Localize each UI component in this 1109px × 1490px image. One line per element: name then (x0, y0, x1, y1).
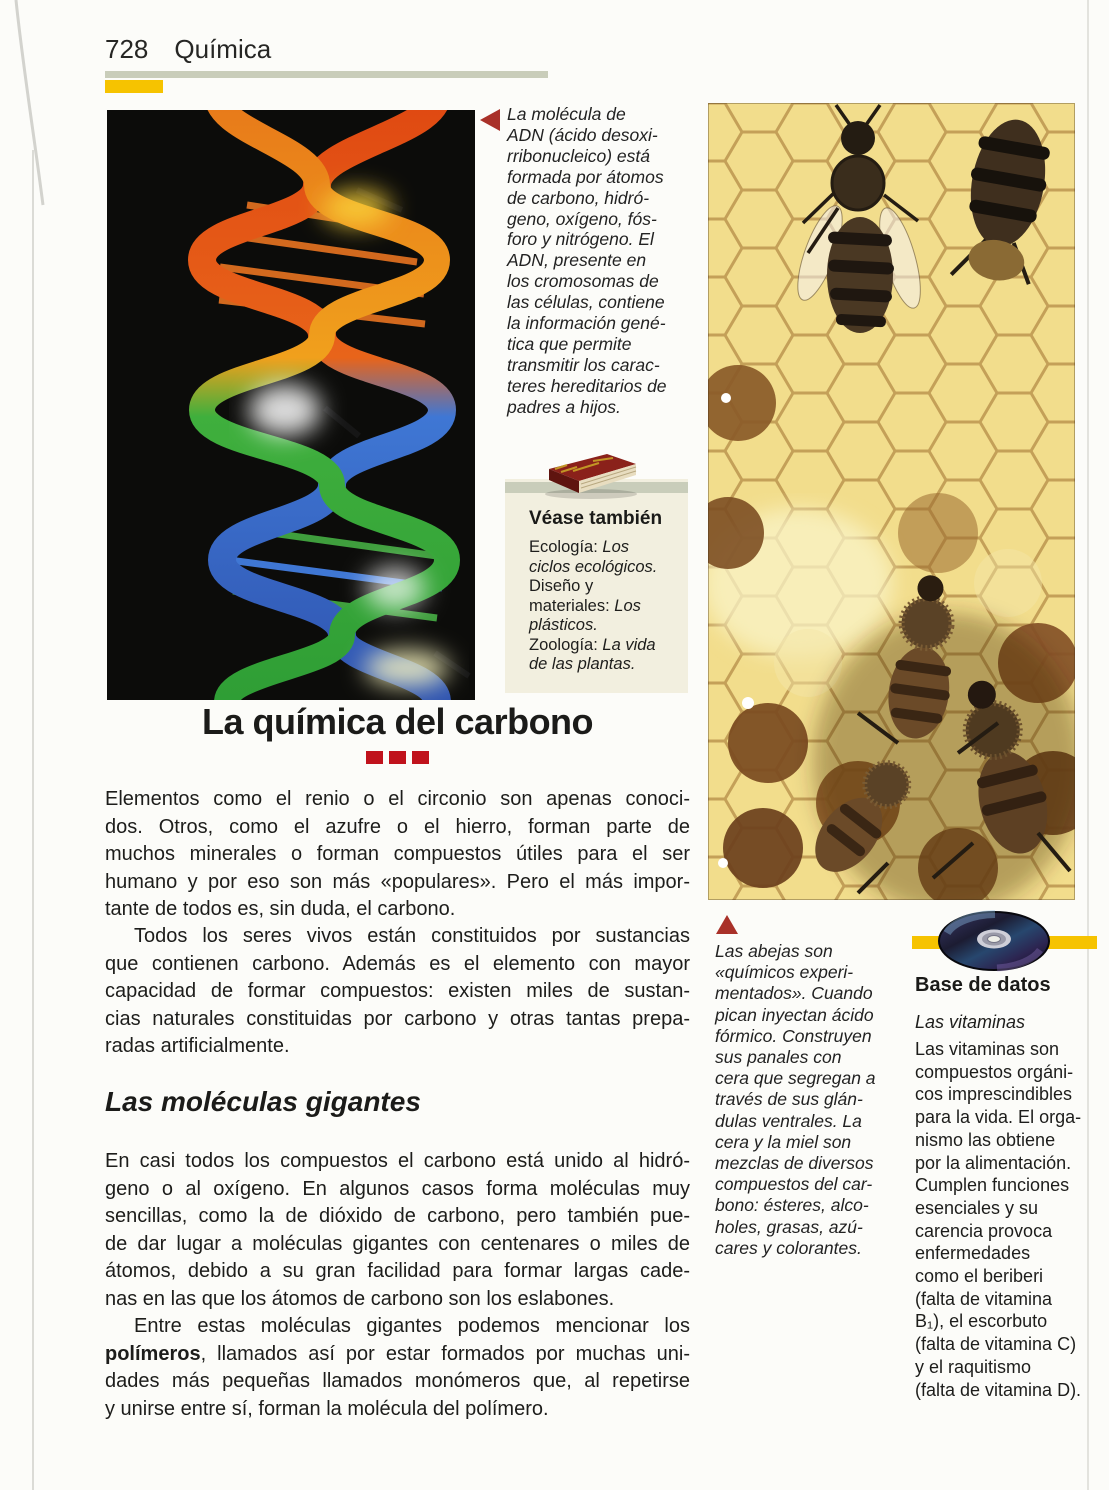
dna-photo-caption (507, 104, 717, 418)
book-icon (533, 447, 649, 501)
caption-arrow-left-icon (480, 109, 500, 131)
see-also-title: Véase también (529, 508, 663, 529)
text-line: radas artificialmente. (105, 1035, 290, 1057)
text-line: pican inyectan ácido (715, 1004, 874, 1025)
bold-term: polímeros (105, 1342, 201, 1365)
text-line: Elementos como el renio o el circonio son apenas conoci- (105, 788, 690, 810)
text-line: y el raquitismo (915, 1356, 1032, 1377)
text-line: tica que permite (507, 333, 632, 354)
database-title: Base de datos (915, 974, 1051, 996)
see-also-line: plásticos. (529, 616, 598, 634)
text-line: B₁), el escorbuto (915, 1311, 1048, 1332)
text-line: rribonucleico) está (507, 145, 650, 166)
text-line: como el beriberi (915, 1266, 1044, 1287)
see-also-line: de las plantas. (529, 655, 636, 673)
text-line: transmitir los carac- (507, 354, 660, 375)
text-line: compuestos orgáni- (915, 1061, 1074, 1082)
text-line: capacidad de formar compuestos: existen miles de sustan- (105, 980, 690, 1002)
text-line: bono: ésteres, alco- (715, 1195, 869, 1216)
text-line: través de sus glán- (715, 1089, 863, 1110)
text-line: las células, contiene (507, 292, 665, 313)
text-line: y unirse entre sí, forman la molécula del polímero. (105, 1397, 549, 1420)
text-line: teres hereditarios de (507, 375, 667, 396)
paragraph-2 (105, 923, 690, 1061)
dna-molecule-photo (107, 110, 475, 700)
red-square (412, 751, 429, 764)
text-line: de dar lugar a moléculas gigantes con centenares o miles de (105, 1232, 690, 1255)
see-also-line: Ecología: Los (529, 538, 629, 556)
text-line: muchos minerales o forman compuestos útiles para el ser (105, 843, 690, 865)
title-ornament (105, 751, 690, 764)
text-line: sus panales con (715, 1047, 842, 1068)
bee-photo-caption (715, 941, 925, 1259)
text-line: los cromosomas de (507, 271, 659, 292)
text-line: padres a hijos. (507, 396, 621, 417)
text-line: dos. Otros, como el azufre o el hierro, forman parte de (105, 815, 690, 838)
text-line: esenciales y su (915, 1197, 1039, 1218)
cd-icon (935, 908, 1053, 974)
text-line: (falta de vitamina C) (915, 1334, 1077, 1355)
paragraph-3 (105, 1148, 690, 1313)
text-line: holes, grasas, azú- (715, 1216, 863, 1237)
caption-arrow-up-icon (716, 915, 738, 934)
see-also-line: Zoología: La vida (529, 635, 656, 654)
text-line: foro y nitrógeno. El (507, 229, 654, 250)
text-line: La molécula de (507, 104, 626, 124)
text-line: enfermedades (915, 1243, 1031, 1264)
text-line: que contienen carbono. Además es el elemento con mayor (105, 952, 690, 975)
text-line: polímeros, llamados así por estar formados por muchas uni- (105, 1342, 690, 1365)
text-line: carencia provoca (915, 1220, 1053, 1241)
page-curl-artifact (0, 0, 60, 210)
text-line: cares y colorantes. (715, 1237, 862, 1258)
header-yellow-accent (105, 80, 163, 93)
paragraph-4 (105, 1313, 690, 1423)
text-line: nas en las que los átomos de carbono son los eslabones. (105, 1287, 615, 1310)
database-subtitle: Las vitaminas (915, 1012, 1026, 1032)
text-line: tante de todos es, sin duda, el carbono. (105, 898, 456, 920)
page-number: 728 (105, 34, 149, 64)
text-line: fórmico. Construyen (715, 1025, 872, 1046)
text-line: «químicos experi- (715, 962, 854, 983)
text-line: sencillas, como la de dióxido de carbono, pero también pue- (105, 1205, 690, 1227)
text-line: la información gené- (507, 313, 666, 334)
text-line: Cumplen funciones (915, 1175, 1070, 1196)
red-square (366, 751, 383, 764)
text-line: de carbono, hidró- (507, 187, 650, 208)
text-line: (falta de vitamina (915, 1288, 1053, 1309)
bees-honeycomb-photo (708, 103, 1075, 900)
see-also-line: materiales: Los (529, 596, 641, 615)
see-also-list (529, 538, 699, 675)
database-text (915, 1038, 1109, 1401)
text-line: formada por átomos (507, 166, 664, 187)
text-line: humano y por eso son más «populares». Pero el más impor- (105, 870, 690, 893)
text-line: cera que segregan a (715, 1068, 876, 1089)
text-line: Las vitaminas son (915, 1039, 1060, 1059)
text-line: geno, oxígeno, fós- (507, 208, 657, 229)
see-also-line: Diseño y (529, 577, 594, 595)
page-header (105, 34, 271, 65)
text-line: dades más pequeñas llamados monómeros que, al repetirse (105, 1370, 690, 1392)
text-line: cos imprescindibles (915, 1084, 1073, 1105)
text-line: compuestos del car- (715, 1174, 873, 1195)
text-line: nismo las obtiene (915, 1129, 1056, 1150)
text-line: En casi todos los compuestos el carbono está unido al hidró- (105, 1150, 690, 1172)
text-line: mezclas de diversos (715, 1153, 874, 1174)
header-rule (105, 71, 548, 78)
text-line: ADN (ácido desoxi- (507, 124, 658, 145)
text-line: (falta de vitamina D). (915, 1379, 1082, 1400)
text-line: ADN, presente en (507, 250, 647, 271)
text-line: átomos, debido a su gran facilidad para formar largas cade- (105, 1260, 690, 1282)
text-line: Entre estas moléculas gigantes podemos mencionar los (134, 1315, 690, 1337)
paragraph-1 (105, 786, 690, 924)
text-line: dulas ventrales. La (715, 1110, 862, 1131)
text-line: geno o al oxígeno. En algunos casos forma moléculas muy (105, 1177, 690, 1200)
section-title: Química (174, 34, 272, 64)
text-line: cias naturales constituidas por carbono y otras tantas prepa- (105, 1007, 690, 1030)
see-also-line: ciclos ecológicos. (529, 557, 658, 576)
text-line: Las abejas son (715, 941, 833, 961)
text-line: cera y la miel son (715, 1131, 852, 1152)
text-line: por la alimentación. (915, 1152, 1072, 1173)
text-line: para la vida. El orga- (915, 1107, 1082, 1128)
text-line: mentados». Cuando (715, 983, 873, 1004)
article-title: La química del carbono (201, 701, 594, 742)
red-square (389, 751, 406, 764)
page-edge-line-left (32, 150, 34, 1490)
text-line: Todos los seres vivos están constituidos por sustancias (134, 925, 690, 947)
section-heading: Las moléculas gigantes (105, 1086, 421, 1117)
